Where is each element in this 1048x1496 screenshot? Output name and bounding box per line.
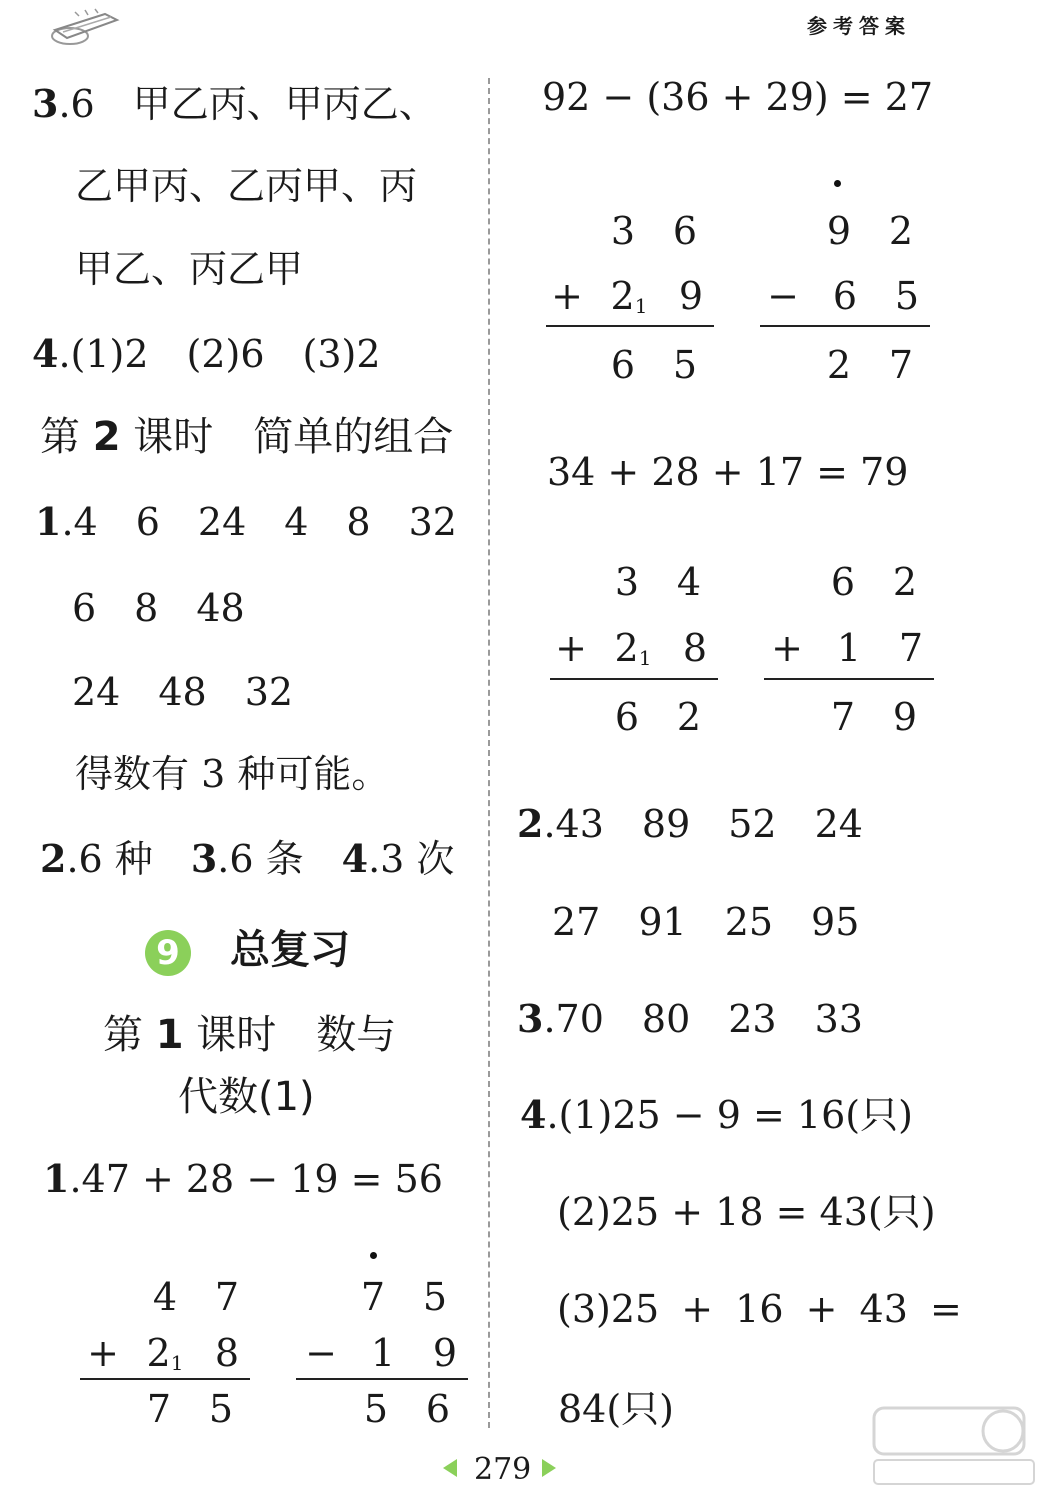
right-q3: 3.70 80 23 33 — [517, 996, 863, 1041]
lesson1-title: 第 1 课时 数与 — [103, 1012, 397, 1058]
left-s1-line2: 6 8 48 — [72, 586, 245, 630]
watermark-logo-icon — [868, 1400, 1040, 1490]
left-s2-line: 2.6 种 3.6 条 4.3 次 — [40, 836, 455, 881]
left-s1-line3: 24 48 32 — [72, 670, 294, 714]
column-divider — [488, 78, 490, 1428]
right-q2-line1: 2.43 89 52 24 — [517, 801, 863, 846]
right-q4-3: (3)25 + 16 + 43 = — [557, 1287, 962, 1331]
left-q3-line2: 乙甲丙、乙丙甲、丙 — [75, 164, 418, 208]
right-eq1: 92 − (36 + 29) = 27 — [542, 75, 934, 119]
next-arrow-icon — [542, 1459, 556, 1477]
right-q4-4: 84(只) — [558, 1387, 675, 1431]
book-logo-icon — [45, 6, 125, 48]
prev-arrow-icon — [443, 1459, 457, 1477]
lesson2-title: 第 2 课时 简单的组合 — [40, 414, 454, 460]
page-number: 279 — [474, 1452, 532, 1487]
left-q4: 4.(1)2 (2)6 (3)2 — [32, 331, 381, 376]
left-s1-line4: 得数有 3 种可能。 — [75, 752, 390, 796]
unit-badge: 9 — [145, 930, 191, 976]
right-eq2: 34 + 28 + 17 = 79 — [547, 450, 909, 494]
left-r1: 1.47 + 28 − 19 = 56 — [43, 1156, 443, 1201]
left-s1-line1: 1.4 6 24 4 8 32 — [35, 499, 457, 544]
right-q4-2: (2)25 + 18 = 43(只) — [557, 1190, 936, 1234]
unit-title: 总复习 — [230, 927, 350, 973]
right-q4-1: 4.(1)25 − 9 = 16(只) — [520, 1092, 913, 1137]
left-q3-line1: 3.6 甲乙丙、甲丙乙、 — [32, 81, 437, 126]
left-q3-line3: 甲乙、丙乙甲 — [75, 247, 304, 291]
right-q2-line2: 27 91 25 95 — [552, 900, 860, 944]
lesson1-title-line2: 代数(1) — [178, 1074, 315, 1120]
header-title: 参考答案 — [807, 14, 911, 38]
